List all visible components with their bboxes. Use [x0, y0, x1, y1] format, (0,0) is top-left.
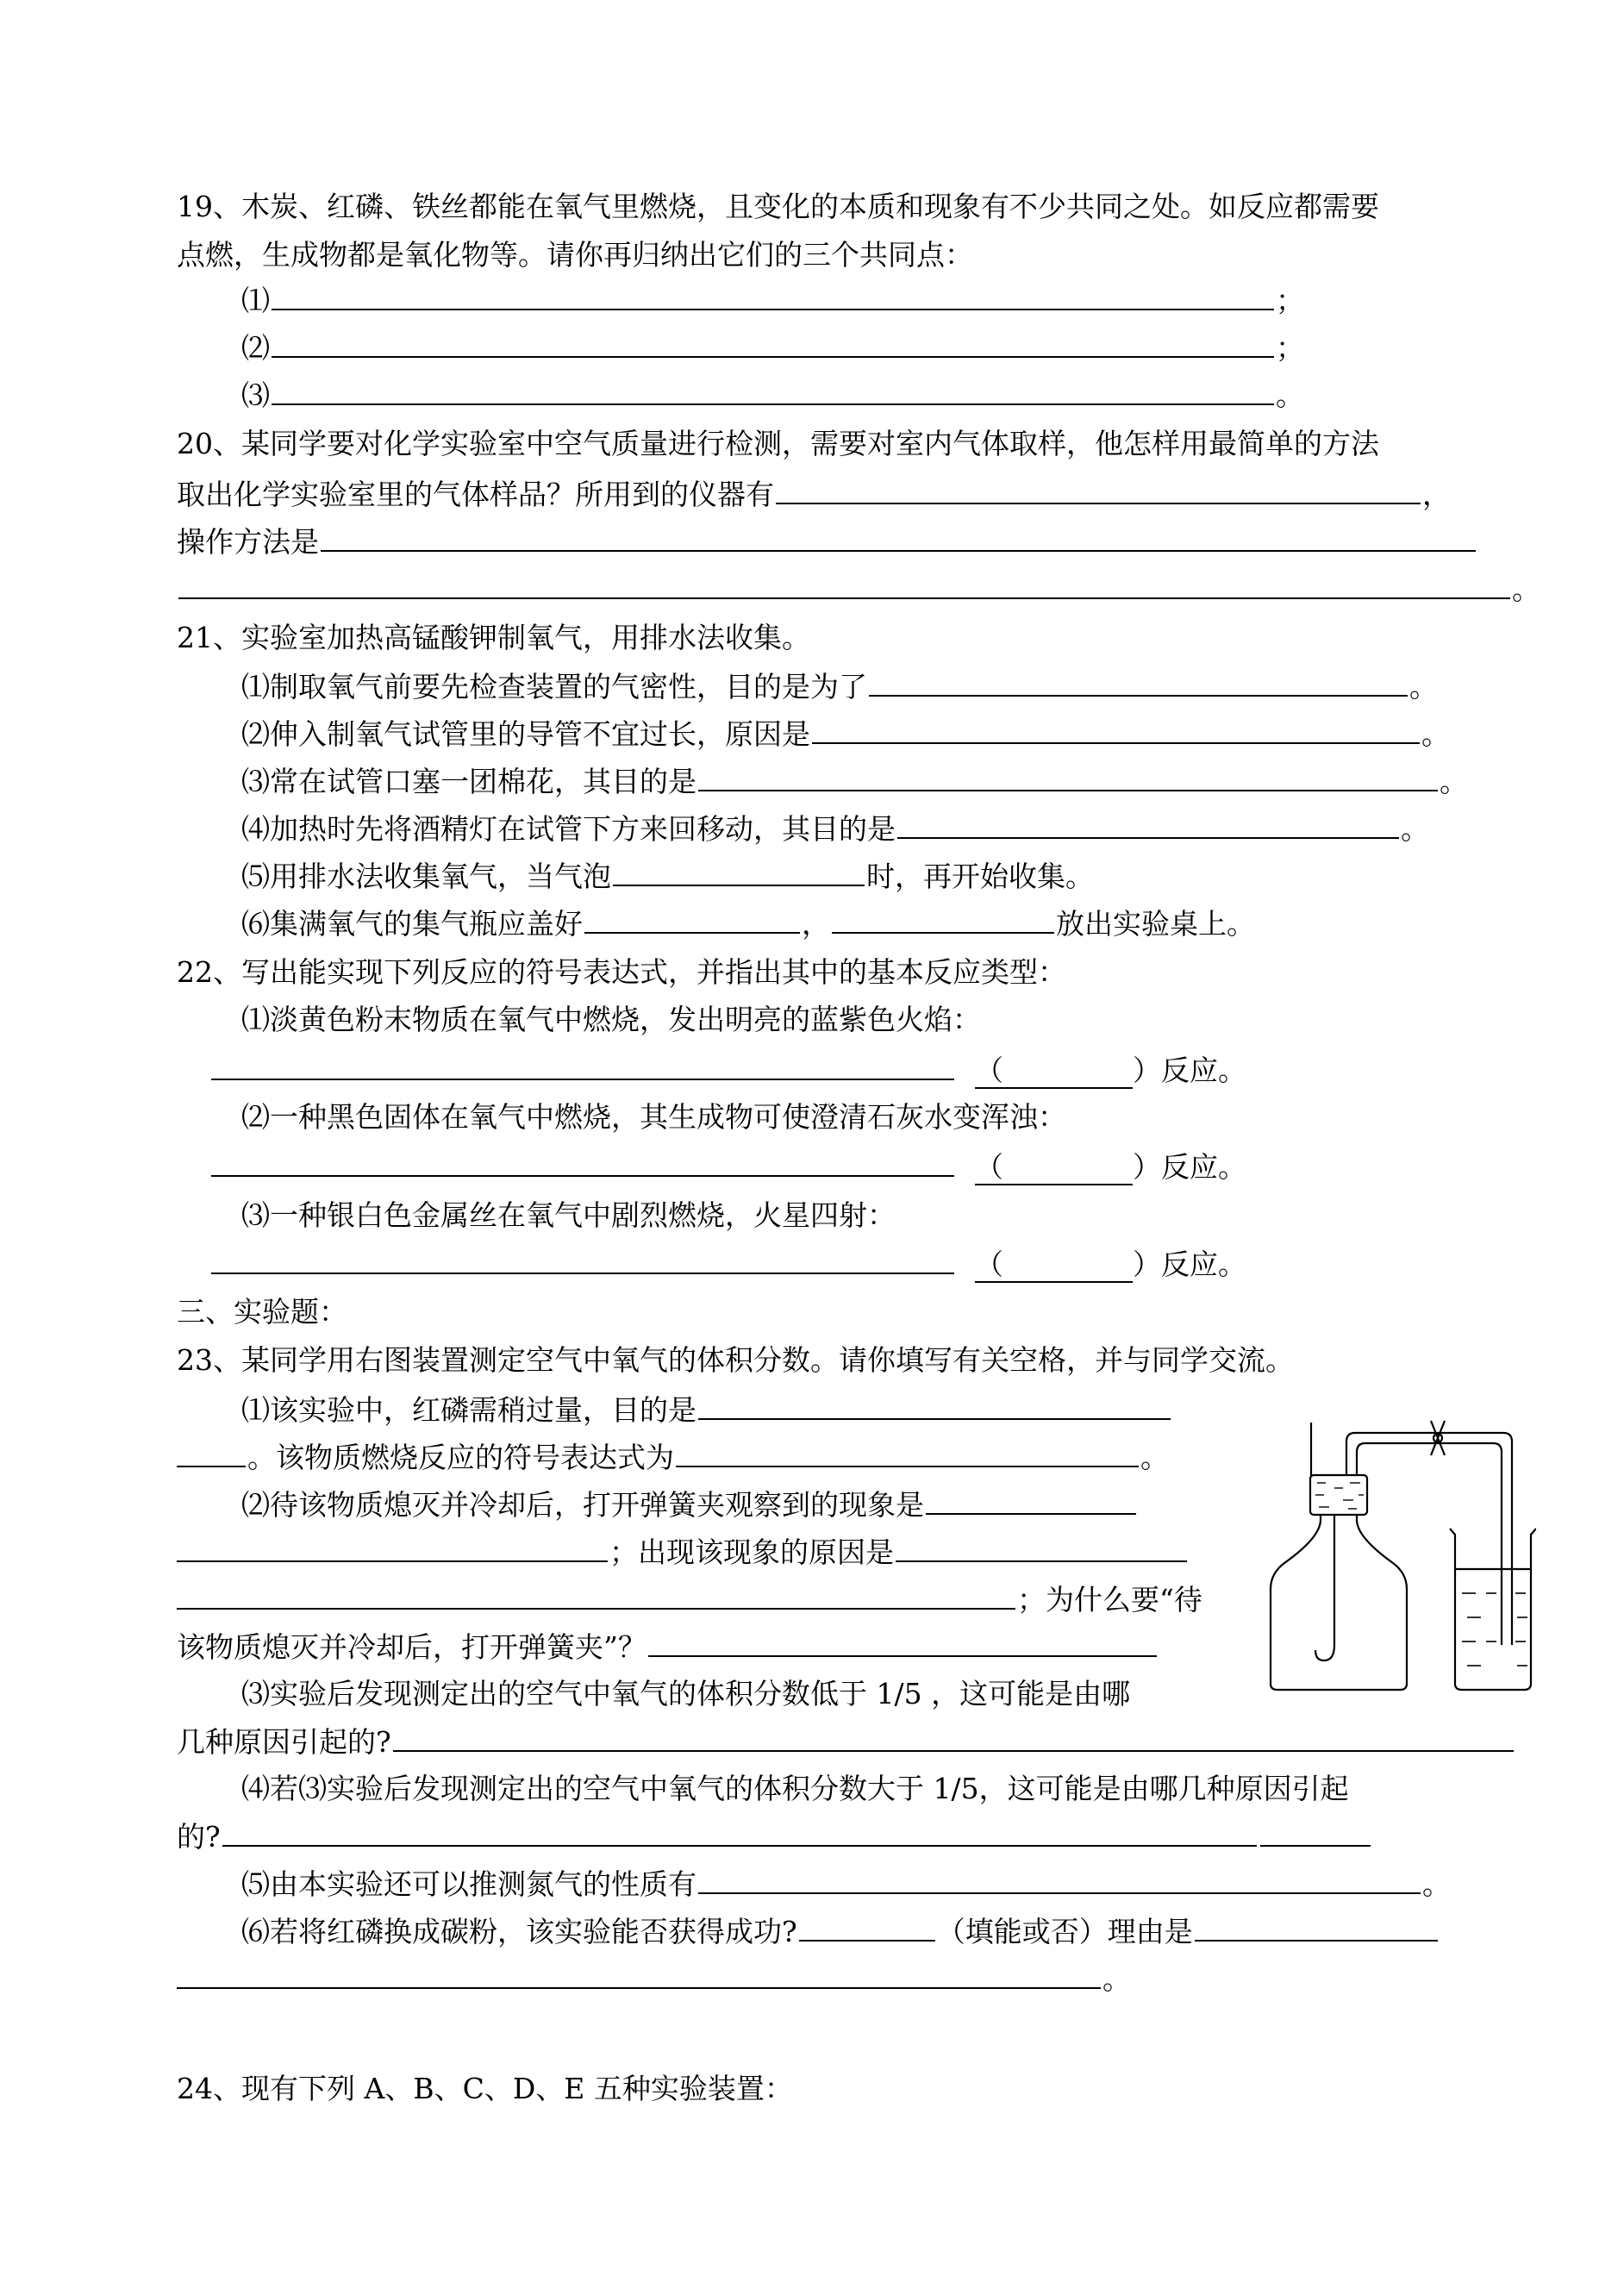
answer-blank[interactable] [272, 371, 1274, 405]
q19-item1 [241, 276, 1304, 324]
q22-title [177, 948, 1066, 997]
answer-blank[interactable] [698, 1385, 1171, 1420]
answer-blank[interactable] [321, 517, 1476, 552]
q20-punct: ， [1422, 478, 1451, 511]
answer-blank[interactable] [177, 1433, 246, 1467]
q21-s1 [241, 662, 1438, 710]
q23-s4b [177, 1812, 1372, 1860]
reaction-type-blank[interactable] [975, 1248, 1133, 1283]
punct: 。 [1102, 1962, 1131, 1996]
q23-title [177, 1336, 1294, 1385]
q23-s2a [241, 1480, 1138, 1529]
answer-blank[interactable] [177, 1575, 1015, 1610]
q20-line2 [177, 470, 1451, 518]
answer-blank[interactable] [1195, 1907, 1438, 1942]
item-number: ⑵ [241, 331, 270, 365]
answer-blank[interactable] [177, 1954, 1101, 1989]
q23-s2d [177, 1623, 1159, 1671]
answer-blank[interactable] [676, 1433, 1139, 1467]
q21-s4 [241, 804, 1429, 853]
answer-blank[interactable] [584, 899, 800, 934]
punct: 。 [1401, 812, 1429, 846]
q20-punct-end: 。 [1512, 572, 1540, 606]
q20-line3 [177, 517, 1477, 566]
q23-s3-text: ⑶实验后发现测定出的空气中氧气的体积分数低于 1/5 ，这可能是由哪 [241, 1677, 1131, 1710]
punct: ， [802, 907, 830, 941]
reaction-type-blank[interactable] [975, 1150, 1133, 1185]
answer-blank[interactable] [926, 1480, 1136, 1515]
answer-blank[interactable] [698, 757, 1438, 791]
q22-s1 [241, 996, 981, 1044]
stopper-texture [1315, 1483, 1364, 1509]
item-number: ⑴ [241, 284, 270, 317]
answer-blank[interactable] [832, 899, 1054, 934]
q21-s5-text: ⑸用排水法收集氧气，当气泡 [241, 860, 611, 893]
q19-text1: 19、木炭、红磷、铁丝都能在氧气里燃烧，且变化的本质和现象有不少共同之处。如反应都需要 [177, 190, 1379, 223]
paren-open: （ [975, 1150, 1003, 1184]
section-heading [177, 1288, 347, 1336]
glass-tube-inner [1357, 1443, 1502, 1645]
answer-blank[interactable] [799, 1907, 935, 1942]
answer-blank[interactable] [648, 1623, 1157, 1657]
q23-title-text: 23、某同学用右图装置测定空气中氧气的体积分数。请你填写有关空格，并与同学交流。 [177, 1343, 1294, 1377]
q22-s2 [241, 1093, 1066, 1141]
q19-item3 [241, 371, 1304, 419]
q20-line4 [177, 565, 1540, 613]
item-number: ⑶ [241, 378, 270, 412]
q24-title [177, 2065, 793, 2113]
answer-blank[interactable] [393, 1717, 1514, 1752]
answer-blank[interactable] [272, 323, 1274, 358]
q22-s3-answer [209, 1240, 1246, 1288]
answer-blank[interactable] [869, 662, 1408, 697]
punct: 。 [1422, 1867, 1451, 1901]
q23-s3b [177, 1717, 1515, 1766]
section-heading-text: 三、实验题： [177, 1295, 347, 1329]
q23-s2d-text: 该物质熄灭并冷却后，打开弹簧夹”？ [177, 1630, 646, 1664]
answer-blank[interactable] [272, 276, 1274, 310]
q20-text3: 操作方法是 [177, 525, 319, 559]
q20-line1 [177, 420, 1379, 468]
q22-s3 [241, 1191, 896, 1240]
punct: 。 [1440, 765, 1468, 798]
answer-blank[interactable] [1260, 1812, 1371, 1847]
q23-s2c [177, 1575, 1202, 1623]
q24-title-text: 24、现有下列 A、B、C、D、E 五种实验装置： [177, 2072, 793, 2105]
paren-open: （ [975, 1054, 1003, 1087]
q21-s4-text: ⑷加热时先将酒精灯在试管下方来回移动，其目的是 [241, 812, 896, 846]
q19-line1 [177, 183, 1379, 231]
q21-s3 [241, 757, 1468, 805]
item-punct: 。 [1276, 378, 1304, 412]
q22-s2-text: ⑵一种黑色固体在氧气中燃烧，其生成物可使澄清石灰水变浑浊： [241, 1100, 1066, 1134]
answer-blank[interactable] [896, 1528, 1187, 1562]
equation-blank[interactable] [211, 1240, 954, 1274]
item-punct: ； [1276, 284, 1304, 317]
q23-s4a [241, 1765, 1349, 1813]
paren-close: ）反应。 [1133, 1248, 1246, 1281]
q21-title-text: 21、实验室加热高锰酸钾制氧气，用排水法收集。 [177, 621, 810, 654]
q23-s4-text: ⑷若⑶实验后发现测定出的空气中氧气的体积分数大于 1/5，这可能是由哪几种原因引起 [241, 1772, 1349, 1805]
q23-s2b [177, 1528, 1189, 1576]
q19-text2: 点燃，生成物都是氧化物等。请你再归纳出它们的三个共同点： [177, 238, 973, 272]
equation-blank[interactable] [211, 1142, 954, 1177]
q21-s6 [241, 899, 1255, 947]
punct: 。 [1421, 717, 1450, 751]
apparatus-diagram [1260, 1386, 1536, 1705]
q23-s6a [241, 1907, 1440, 1955]
q21-s5-text2: 时，再开始收集。 [866, 860, 1094, 893]
q20-text1: 20、某同学要对化学实验室中空气质量进行检测，需要对室内气体取样，他怎样用最简单的方法 [177, 427, 1379, 460]
q23-s1-text: ⑴该实验中，红磷需稍过量，目的是 [241, 1393, 696, 1427]
paren-close: ）反应。 [1133, 1150, 1246, 1184]
q20-text2: 取出化学实验室里的气体样品？所用到的仪器有 [177, 478, 774, 511]
q23-s1b-text: 。该物质燃烧反应的符号表达式为 [247, 1441, 674, 1474]
q23-s6-text: ⑹若将红磷换成碳粉，该实验能否获得成功? [241, 1915, 797, 1948]
answer-blank[interactable] [178, 565, 1510, 599]
q21-s2 [241, 710, 1450, 758]
answer-blank[interactable] [776, 470, 1421, 504]
q23-s1b [177, 1433, 1169, 1481]
answer-blank[interactable] [613, 852, 865, 886]
q19-item2 [241, 323, 1304, 372]
answer-blank[interactable] [897, 804, 1399, 839]
q21-s5 [241, 852, 1094, 900]
reaction-type-blank[interactable] [975, 1054, 1133, 1089]
q21-s3-text: ⑶常在试管口塞一团棉花，其目的是 [241, 765, 696, 798]
q22-s3-text: ⑶一种银白色金属丝在氧气中剧烈燃烧，火星四射： [241, 1198, 896, 1232]
punct: 。 [1409, 670, 1438, 704]
q23-s3b-text: 几种原因引起的? [177, 1725, 391, 1759]
q23-s6b [177, 1954, 1131, 2003]
answer-blank[interactable] [698, 1860, 1421, 1894]
q23-s2c-text: ；为什么要“待 [1017, 1583, 1202, 1617]
q23-s3a [241, 1670, 1130, 1718]
q23-s2b-text: ；出现该现象的原因是 [609, 1535, 894, 1569]
glass-tube [1346, 1433, 1512, 1645]
gas-bottle [1271, 1514, 1407, 1690]
q23-s5-text: ⑸由本实验还可以推测氮气的性质有 [241, 1867, 696, 1901]
equation-blank[interactable] [211, 1046, 954, 1080]
punct: 。 [1140, 1441, 1169, 1474]
q21-title [177, 614, 810, 662]
q21-s2-text: ⑵伸入制氧气试管里的导管不宜过长，原因是 [241, 717, 810, 751]
paren-open: （ [975, 1248, 1003, 1281]
answer-blank[interactable] [177, 1528, 608, 1562]
combustion-spoon [1315, 1515, 1334, 1660]
q23-s1a [241, 1385, 1172, 1434]
q23-s4b-text: 的? [177, 1820, 221, 1854]
q21-s6-text: ⑹集满氧气的集气瓶应盖好 [241, 907, 583, 941]
q22-s1-text: ⑴淡黄色粉末物质在氧气中燃烧，发出明亮的蓝紫色火焰： [241, 1003, 981, 1036]
q22-s1-answer [209, 1046, 1246, 1094]
q22-s2-answer [209, 1142, 1246, 1191]
water-hatching [1462, 1593, 1527, 1666]
answer-blank[interactable] [222, 1812, 1257, 1847]
q21-s1-text: ⑴制取氧气前要先检查装置的气密性，目的是为了 [241, 670, 867, 704]
q23-s2-text: ⑵待该物质熄灭并冷却后，打开弹簧夹观察到的现象是 [241, 1488, 924, 1522]
q22-title-text: 22、写出能实现下列反应的符号表达式，并指出其中的基本反应类型： [177, 955, 1066, 989]
paren-close: ）反应。 [1133, 1054, 1246, 1087]
q19-line2 [177, 231, 973, 279]
answer-blank[interactable] [812, 710, 1420, 744]
q23-s5 [241, 1860, 1451, 1908]
q21-s6-text2: 放出实验桌上。 [1056, 907, 1255, 941]
q23-s6b-text: （填能或否）理由是 [936, 1915, 1193, 1948]
item-punct: ； [1276, 331, 1304, 365]
